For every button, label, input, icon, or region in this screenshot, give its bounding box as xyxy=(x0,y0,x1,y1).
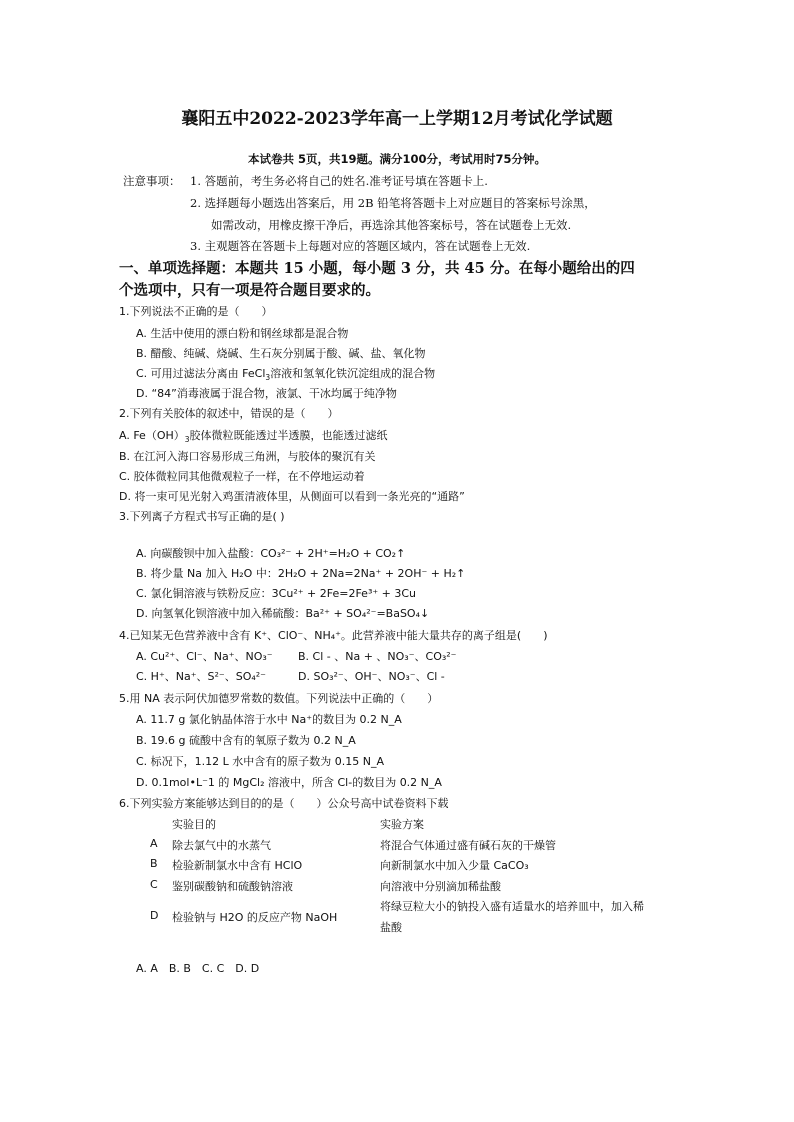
note-item-2-cont: 如需改动，用橡皮擦干净后，再选涂其他答案标号，答在试题卷上无效. xyxy=(211,218,572,232)
q6-header-plan: 实验方案 xyxy=(380,818,424,831)
q6-row-a-goal: 除去氯气中的水蒸气 xyxy=(172,839,271,852)
q4-option-a: A. Cu²⁺、Cl⁻、Na⁺、NO₃⁻ xyxy=(136,650,273,663)
note-item-2: 2. 选择题每小题选出答案后，用 2B 铅笔将答题卡上对应题目的答案标号涂黑， xyxy=(190,196,596,210)
q6-row-b-plan: 向新制氯水中加入少量 CaCO₃ xyxy=(380,859,529,872)
q6-row-c-goal: 鉴别碳酸钠和硫酸钠溶液 xyxy=(172,880,293,893)
q3-option-a: A. 向碳酸钡中加入盐酸：CO₃²⁻ + 2H⁺=H₂O + CO₂↑ xyxy=(136,547,406,560)
q6-row-b-key: B xyxy=(150,857,158,870)
q2-option-a: A. $Fe(OH)_3$胶体微粒既能透过半透膜，也能透过滤纸 xyxy=(119,429,388,445)
q4-option-d: D. SO₃²⁻、OH⁻、NO₃⁻、Cl - xyxy=(298,670,445,683)
q6-row-d-plan-cont: 盐酸 xyxy=(380,921,402,934)
q6-row-b-goal: 检验新制氯水中含有 HClO xyxy=(172,859,303,872)
q2-option-d: D. 将一束可见光射入鸡蛋清液体里，从侧面可以看到一条光亮的“通路” xyxy=(119,490,465,503)
q5-option-d: D. 0.1mol•L⁻1 的 MgCl₂ 溶液中，所含 Cl-的数目为 0.2 N_A xyxy=(136,776,442,789)
q2-option-c: C. 胶体微粒同其他微观粒子一样，在不停地运动着 xyxy=(119,470,365,483)
q4-option-b: B. Cl - 、Na + 、NO₃⁻、CO₃²⁻ xyxy=(298,650,457,663)
q6-row-c-key: C xyxy=(150,878,158,891)
q1-option-a: A. 生活中使用的漂白粉和钢丝球都是混合物 xyxy=(136,327,349,340)
note-item-3: 3. 主观题答在答题卡上每题对应的答题区域内，答在试题卷上无效. xyxy=(190,239,531,253)
q5-option-c: C. 标况下，1.12 L 水中含有的原子数为 0.15 N_A xyxy=(136,755,385,768)
q6-row-a-plan: 将混合气体通过盛有碱石灰的干燥管 xyxy=(380,839,556,852)
q3-stem: 3.下列离子方程式书写正确的是( ) xyxy=(119,510,285,523)
q6-row-c-plan: 向溶液中分别滴加稀盐酸 xyxy=(380,880,501,893)
q1-option-c: C. 可用过滤法分离由 FeCl$_3$溶液和氢氧化铁沉淀组成的混合物 xyxy=(136,367,436,383)
exam-subtitle: 本试卷共 5页，共19题。满分100分，考试用时75分钟。 xyxy=(247,152,546,166)
q5-stem: 5.用 NA 表示阿伏加德罗常数的数值。下列说法中正确的（ ） xyxy=(119,692,439,705)
q6-row-d-plan: 将绿豆粒大小的钠投入盛有适量水的培养皿中，加入稀 xyxy=(380,900,644,913)
q6-row-a-key: A xyxy=(150,837,158,850)
q6-row-d-key: D xyxy=(150,909,159,922)
q1-stem: 1.下列说法不正确的是（ ） xyxy=(119,305,273,318)
section-heading-line2: 个选项中，只有一项是符合题目要求的。 xyxy=(119,282,380,299)
q2-option-b: B. 在江河入海口容易形成三角洲，与胶体的聚沉有关 xyxy=(119,450,376,463)
page-title: 襄阳五中2022-2023学年高一上学期12月考试化学试题 xyxy=(181,109,613,129)
notes-label: 注意事项： xyxy=(123,174,181,188)
q6-header-goal: 实验目的 xyxy=(172,818,216,831)
q5-option-a: A. 11.7 g 氯化钠晶体溶于水中 Na⁺的数目为 0.2 N_A xyxy=(136,713,402,726)
q4-stem: 4.已知某无色营养液中含有 K⁺、ClO⁻、NH₄⁺。此营养液中能大量共存的离子组是( ) xyxy=(119,629,548,642)
note-item-1: 1. 答题前，考生务必将自己的姓名.准考证号填在答题卡上. xyxy=(190,174,488,188)
q4-option-c: C. H⁺、Na⁺、S²⁻、SO₄²⁻ xyxy=(136,670,266,683)
section-heading-line1: 一、单项选择题：本题共 15 小题，每小题 3 分，共 45 分。在每小题给出的四 xyxy=(119,260,635,277)
q3-option-c: C. 氯化铜溶液与铁粉反应：3Cu²⁺ + 2Fe=2Fe³⁺ + 3Cu xyxy=(136,587,417,600)
q6-row-d-goal: 检验钠与 H2O 的反应产物 NaOH xyxy=(172,911,338,924)
q5-option-b: B. 19.6 g 硫酸中含有的氧原子数为 0.2 N_A xyxy=(136,734,356,747)
q3-option-b: B. 将少量 Na 加入 H₂O 中：2H₂O + 2Na=2Na⁺ + 2OH⁻ + H₂↑ xyxy=(136,567,466,580)
q2-stem: 2.下列有关胶体的叙述中，错误的是（ ） xyxy=(119,407,339,420)
q6-options: A. A B. B C. C D. D xyxy=(136,962,260,975)
q6-stem: 6.下列实验方案能够达到目的的是（ ）公众号高中试卷资料下载 xyxy=(119,797,449,810)
q3-option-d: D. 向氢氧化钡溶液中加入稀硫酸：Ba²⁺ + SO₄²⁻=BaSO₄↓ xyxy=(136,607,430,620)
q1-option-b: B. 醋酸、纯碱、烧碱、生石灰分别属于酸、碱、盐、氧化物 xyxy=(136,347,426,360)
q1-option-d: D. “84”消毒液属于混合物，液氯、干冰均属于纯净物 xyxy=(136,387,397,400)
